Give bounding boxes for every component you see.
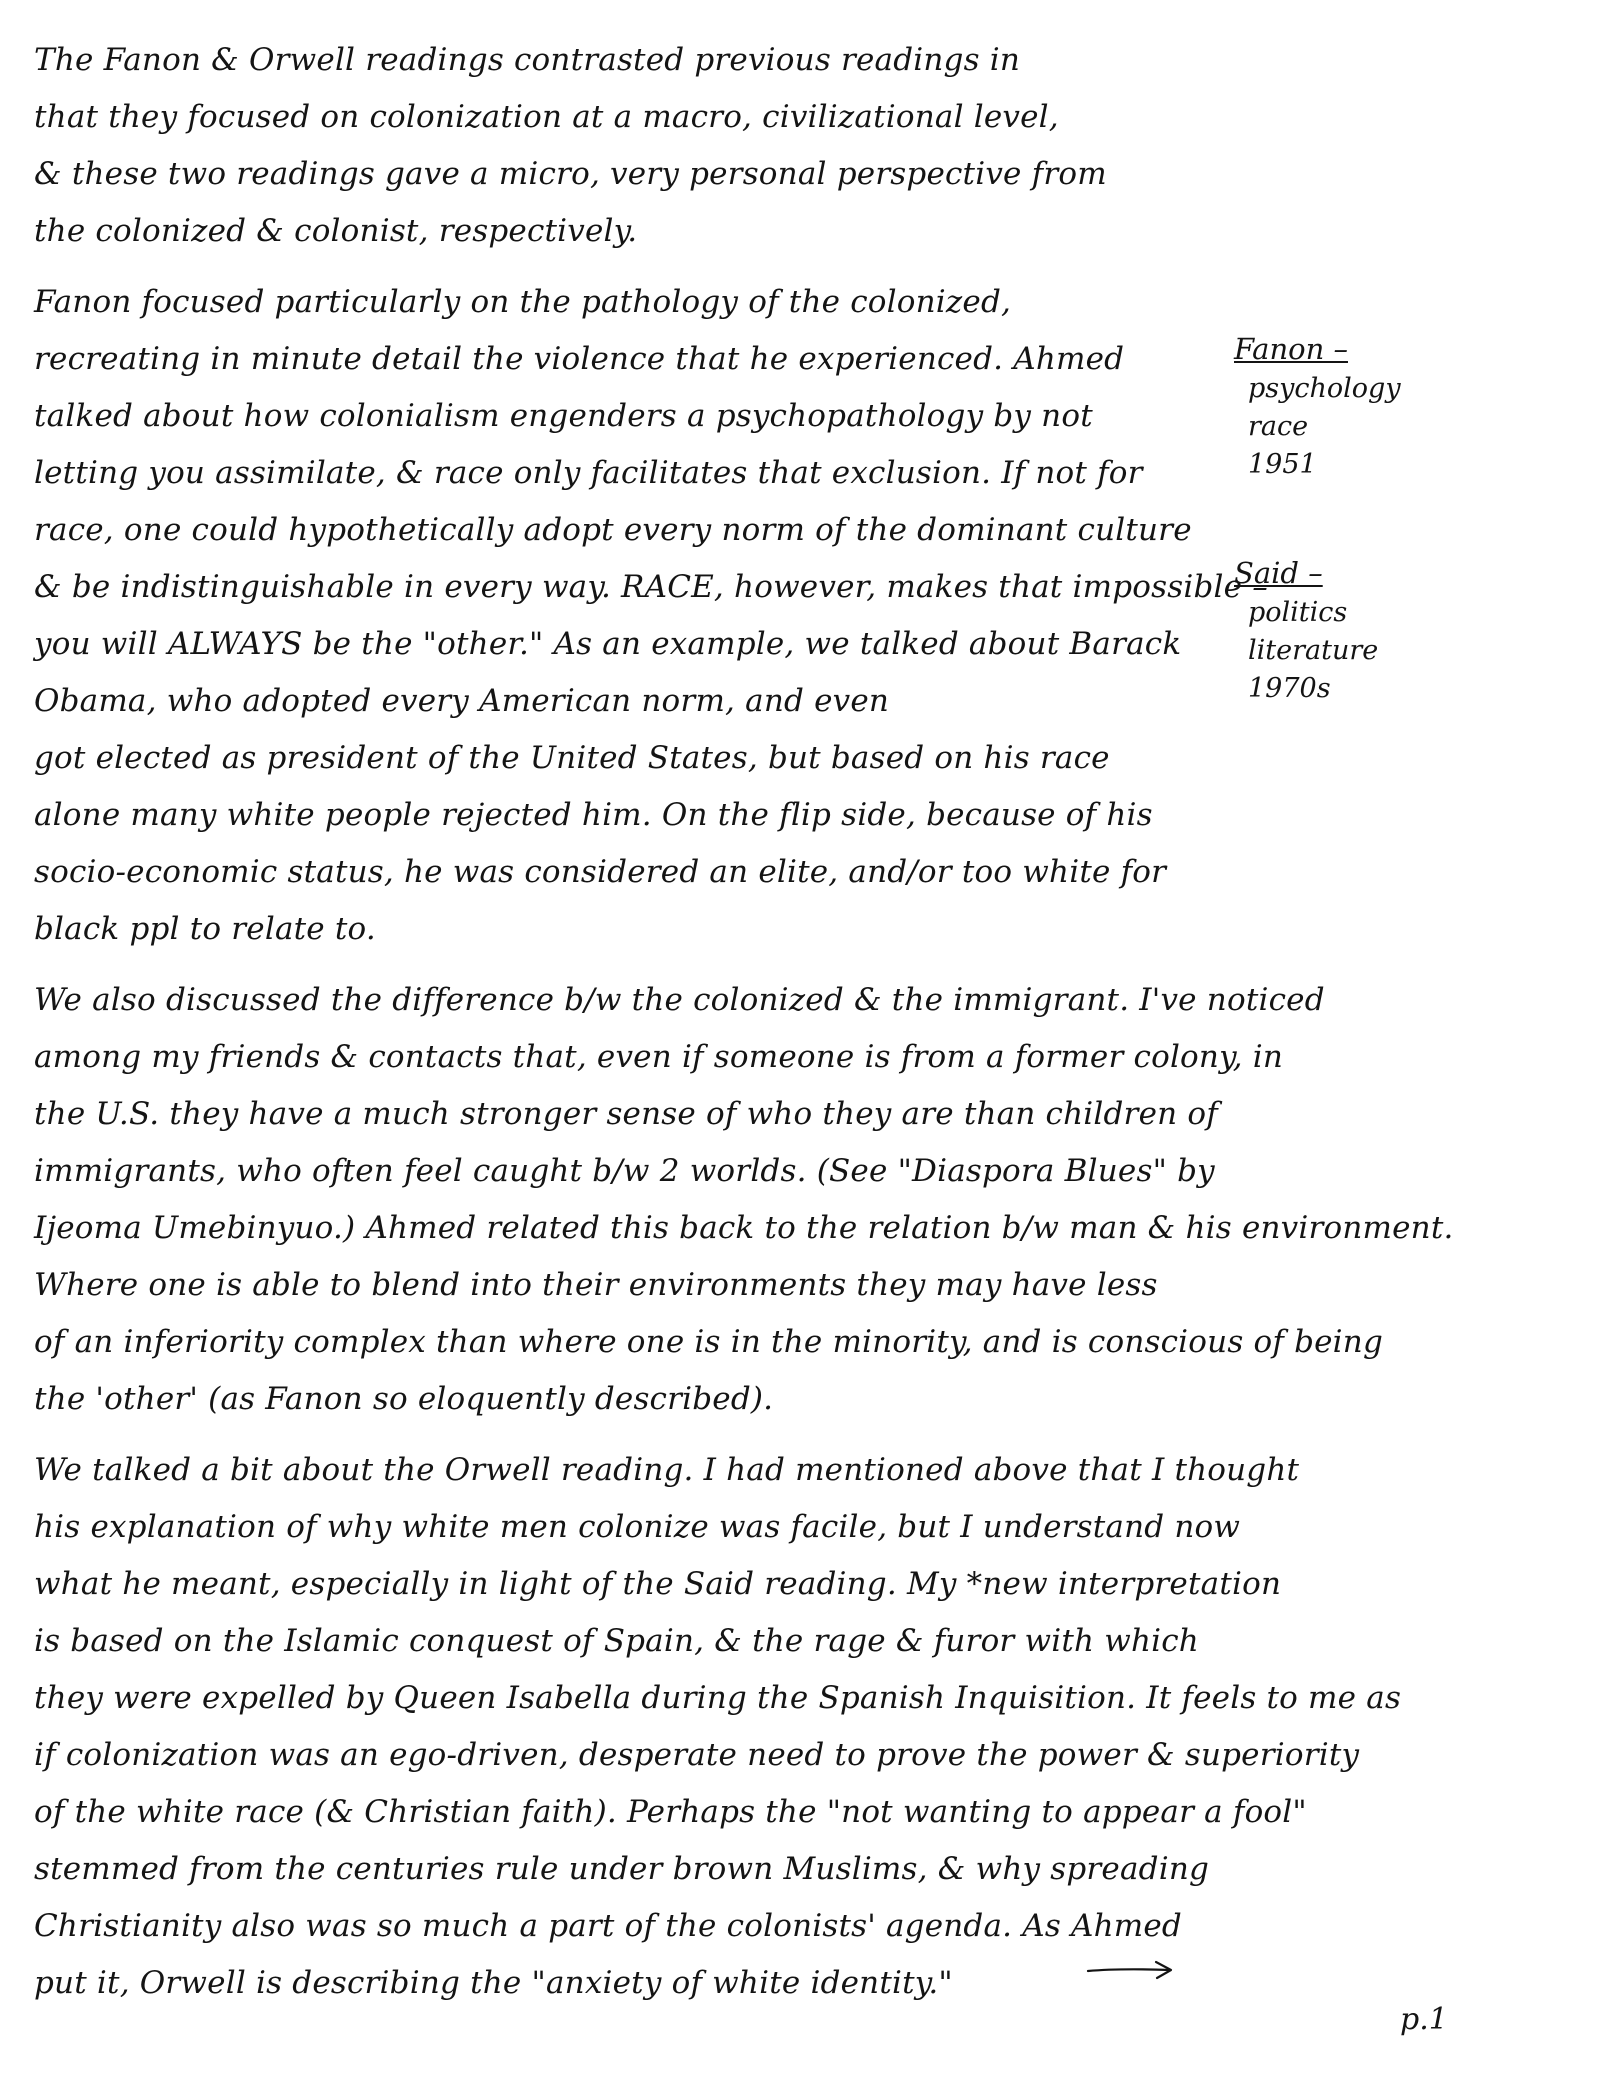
text-line: & be indistinguishable in every way. RACE, however, makes that impossible –	[34, 569, 1268, 605]
text-line: recreating in minute detail the violence that he experienced. Ahmed	[34, 341, 1125, 377]
text-line: letting you assimilate, & race only facilitates that exclusion. If not for	[34, 455, 1143, 491]
text-line: black ppl to relate to.	[34, 911, 376, 947]
text-line: his explanation of why white men colonize was facile, but I understand now	[34, 1509, 1241, 1545]
text-line: among my friends & contacts that, even if someone is from a former colony, in	[34, 1039, 1284, 1075]
margin-note-item: 1970s	[1248, 673, 1331, 704]
paragraph-2	[34, 274, 1268, 958]
page-number: p.1	[1400, 2002, 1448, 2037]
text-line: that they focused on colonization at a macro, civilizational level,	[34, 99, 1059, 135]
text-line: of the white race (& Christian faith). Perhaps the "not wanting to appear a fool"	[34, 1794, 1307, 1830]
text-line: the colonized & colonist, respectively.	[34, 213, 638, 249]
margin-note-item: 1951	[1248, 449, 1317, 480]
paragraph-4	[34, 1442, 1402, 2012]
text-line: got elected as president of the United States, but based on his race	[34, 740, 1110, 776]
margin-note-item: politics	[1248, 597, 1348, 628]
margin-note-said	[1234, 552, 1414, 708]
text-line: of an inferiority complex than where one is in the minority, and is conscious of being	[34, 1324, 1383, 1360]
text-line: if colonization was an ego-driven, desperate need to prove the power & superiority	[34, 1737, 1360, 1773]
margin-notes	[1234, 328, 1414, 776]
text-line: talked about how colonialism engenders a psychopathology by not	[34, 398, 1093, 434]
text-line: socio-economic status, he was considered an elite, and/or too white for	[34, 854, 1167, 890]
text-line: We talked a bit about the Orwell reading. I had mentioned above that I thought	[34, 1452, 1300, 1488]
margin-note-item: psychology	[1248, 373, 1401, 404]
margin-note-heading: Fanon –	[1234, 332, 1348, 366]
text-line: The Fanon & Orwell readings contrasted previous readings in	[34, 42, 1021, 78]
text-line: race, one could hypothetically adopt every norm of the dominant culture	[34, 512, 1192, 548]
margin-note-item: literature	[1248, 635, 1379, 666]
text-line: Fanon focused particularly on the pathology of the colonized,	[34, 284, 1012, 320]
margin-note-item: race	[1248, 411, 1309, 442]
text-line: alone many white people rejected him. On the flip side, because of his	[34, 797, 1153, 833]
right-arrow-icon	[1086, 1958, 1174, 1982]
text-line: put it, Orwell is describing the "anxiety of white identity."	[34, 1965, 953, 2001]
text-line: Where one is able to blend into their environments they may have less	[34, 1267, 1158, 1303]
text-line: Obama, who adopted every American norm, and even	[34, 683, 890, 719]
text-line: immigrants, who often feel caught b/w 2 worlds. (See "Diaspora Blues" by	[34, 1153, 1215, 1189]
paragraph-3	[34, 972, 1454, 1428]
text-line: they were expelled by Queen Isabella during the Spanish Inquisition. It feels to me as	[34, 1680, 1402, 1716]
text-line: the U.S. they have a much stronger sense of who they are than children of	[34, 1096, 1218, 1132]
text-line: is based on the Islamic conquest of Spain, & the rage & furor with which	[34, 1623, 1199, 1659]
text-line: Ijeoma Umebinyuo.) Ahmed related this back to the relation b/w man & his environment.	[34, 1210, 1454, 1246]
text-line: the 'other' (as Fanon so eloquently described).	[34, 1381, 774, 1417]
text-line: & these two readings gave a micro, very personal perspective from	[34, 156, 1107, 192]
margin-note-heading: Said –	[1234, 556, 1323, 590]
text-line: We also discussed the difference b/w the colonized & the immigrant. I've noticed	[34, 982, 1325, 1018]
text-line: what he meant, especially in light of the Said reading. My *new interpretation	[34, 1566, 1282, 1602]
text-line: you will ALWAYS be the "other." As an example, we talked about Barack	[34, 626, 1182, 662]
text-line: Christianity also was so much a part of the colonists' agenda. As Ahmed	[34, 1908, 1182, 1944]
text-line: stemmed from the centuries rule under brown Muslims, & why spreading	[34, 1851, 1210, 1887]
margin-note-fanon	[1234, 328, 1414, 484]
paragraph-1	[34, 32, 1154, 260]
